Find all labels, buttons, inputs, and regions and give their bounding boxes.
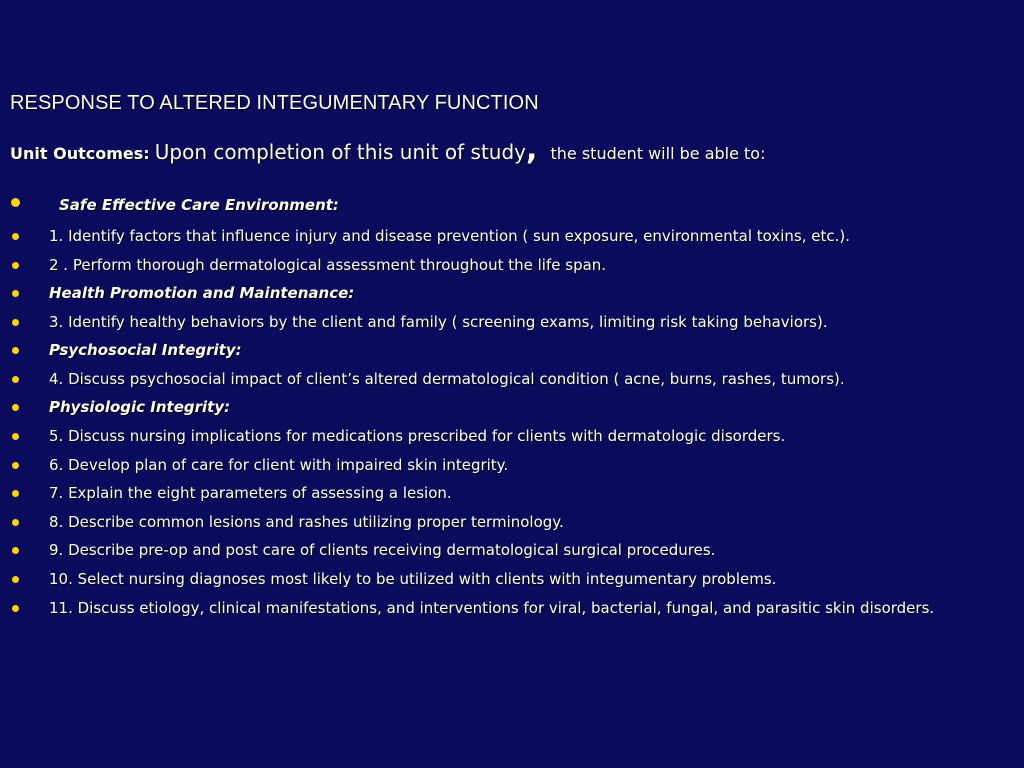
bullet-icon bbox=[11, 198, 20, 207]
bullet-icon bbox=[12, 233, 19, 240]
outcomes-rest-text: the student will be able to: bbox=[550, 144, 766, 163]
bullet-icon bbox=[12, 262, 19, 269]
outcome-item-8: 8. Describe common lesions and rashes utilizing proper terminology. bbox=[49, 513, 564, 531]
category-heading-safe-care: Safe Effective Care Environment: bbox=[59, 196, 339, 214]
bullet-icon bbox=[12, 319, 19, 326]
outcomes-lead-text: Upon completion of this unit of study bbox=[154, 140, 526, 164]
bullet-icon bbox=[12, 519, 19, 526]
bullet-icon bbox=[12, 376, 19, 383]
bullet-icon bbox=[12, 605, 19, 612]
outcome-item-10: 10. Select nursing diagnoses most likely to be utilized with clients with integumentary problems. bbox=[49, 570, 777, 588]
category-heading-psychosocial: Psychosocial Integrity: bbox=[49, 341, 242, 359]
bullet-icon bbox=[12, 547, 19, 554]
outcome-item-6: 6. Develop plan of care for client with impaired skin integrity. bbox=[49, 456, 509, 474]
category-heading-health-promotion: Health Promotion and Maintenance: bbox=[49, 284, 355, 302]
outcome-item-11: 11. Discuss etiology, clinical manifestations, and interventions for viral, bacterial, fungal, and parasitic skin disorders. bbox=[49, 599, 935, 617]
outcome-item-5: 5. Discuss nursing implications for medications prescribed for clients with dermatologic disorders. bbox=[49, 427, 786, 445]
bullet-icon bbox=[12, 290, 19, 297]
bullet-icon bbox=[12, 576, 19, 583]
outcome-item-2: 2 . Perform thorough dermatological assessment throughout the life span. bbox=[49, 256, 607, 274]
bullet-icon bbox=[12, 490, 19, 497]
bullet-icon bbox=[12, 462, 19, 469]
bullet-icon bbox=[12, 347, 19, 354]
outcomes-label: Unit Outcomes: bbox=[10, 144, 150, 163]
outcomes-comma: , bbox=[526, 132, 538, 167]
outcome-item-4: 4. Discuss psychosocial impact of client’s altered dermatological condition ( acne, burns, rashes, tumors). bbox=[49, 370, 845, 388]
outcome-item-1: 1. Identify factors that influence injury and disease prevention ( sun exposure, environmental toxins, etc.). bbox=[49, 227, 851, 245]
outcome-item-3: 3. Identify healthy behaviors by the client and family ( screening exams, limiting risk taking behaviors). bbox=[49, 313, 828, 331]
category-heading-physiologic: Physiologic Integrity: bbox=[49, 398, 231, 416]
bullet-icon bbox=[12, 404, 19, 411]
slide-title: RESPONSE TO ALTERED INTEGUMENTARY FUNCTION bbox=[10, 92, 539, 114]
outcome-item-9: 9. Describe pre-op and post care of clients receiving dermatological surgical procedures. bbox=[49, 541, 716, 559]
bullet-icon bbox=[12, 433, 19, 440]
outcome-item-7: 7. Explain the eight parameters of assessing a lesion. bbox=[49, 484, 452, 502]
